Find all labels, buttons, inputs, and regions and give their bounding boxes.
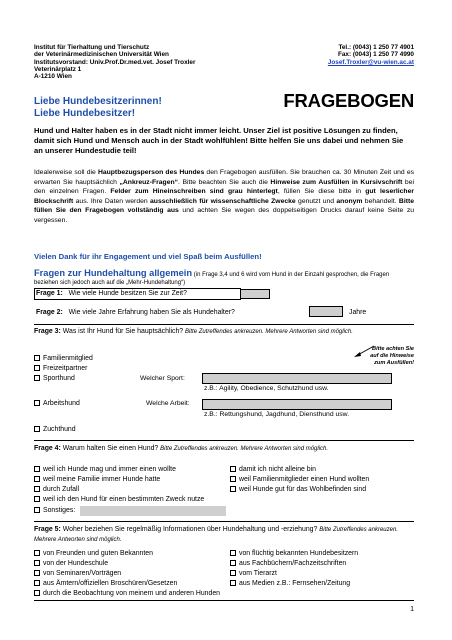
question-5: Frage 5: Woher beziehen Sie regelmäßig Informationen über Hundehaltung und -erziehung? Bitte Zutreffendes ankreuzen. Mehrere Antworten sind möglich.: [34, 526, 398, 543]
option-beobachtung[interactable]: durch die Beobachtung von meinem und anderen Hunden: [34, 589, 220, 598]
institute-address: [34, 44, 195, 80]
checkbox[interactable]: [230, 550, 236, 556]
greeting-line: Liebe Hundebesitzerinnen!: [34, 96, 162, 107]
option-sporthund[interactable]: Sporthund: [34, 374, 75, 383]
fax-line: Fax: (0043) 1 250 77 4990: [337, 51, 414, 59]
option-mag-hunde[interactable]: weil ich Hunde mag und immer einen wollte: [34, 465, 176, 474]
checkbox[interactable]: [34, 550, 40, 556]
divider: [34, 440, 414, 441]
contact-block: [328, 44, 414, 66]
sport-label: Welcher Sport:: [140, 375, 185, 382]
thanks-line: Vielen Dank für ihr Engagement und viel Spaß beim Ausfüllen!: [34, 252, 262, 261]
email-link[interactable]: Josef.Troxler@vu-wien.ac.at: [327, 58, 414, 66]
checkbox[interactable]: [34, 355, 40, 361]
sonstiges-input[interactable]: [80, 506, 226, 516]
option-nicht-alleine[interactable]: damit ich nicht alleine bin: [230, 465, 316, 474]
checkbox[interactable]: [34, 590, 40, 596]
checkbox[interactable]: [34, 496, 40, 502]
question-3: Frage 3: Was ist Ihr Hund für Sie hauptsächlich? Bitte Zutreffendes ankreuzen. Mehrere Antworten sind möglich.: [34, 328, 353, 335]
option-medien[interactable]: aus Medien z.B.: Fernsehen/Zeitung: [230, 579, 350, 588]
option-familienmitglied[interactable]: Familienmitglied: [34, 354, 93, 363]
checkbox[interactable]: [34, 570, 40, 576]
years-unit: Jahre: [349, 309, 367, 316]
section-heading: [34, 270, 414, 287]
checkbox[interactable]: [34, 375, 40, 381]
option-freunde[interactable]: von Freunden und guten Bekannten: [34, 549, 153, 558]
checkbox[interactable]: [230, 580, 236, 586]
address-line: A-1210 Wien: [34, 73, 72, 81]
checkbox[interactable]: [34, 476, 40, 482]
divider: [34, 521, 414, 522]
checkbox[interactable]: [34, 507, 40, 513]
divider: [34, 600, 414, 601]
option-familienmitglieder[interactable]: weil Familienmitglieder einen Hund wollten: [230, 475, 369, 484]
checkbox[interactable]: [230, 466, 236, 472]
option-fachbuecher[interactable]: aus Fachbüchern/Fachzeitschriften: [230, 559, 346, 568]
sport-example: z.B.: Agility, Obedience, Schutzhund usw.: [204, 385, 329, 392]
option-wohlbefinden[interactable]: weil Hunde gut für das Wohlbefinden sind: [230, 485, 366, 494]
page-number: 1: [410, 606, 414, 613]
address-line: Veterinärplatz 1: [34, 65, 82, 73]
checkbox[interactable]: [34, 580, 40, 586]
arrow-icon: [352, 344, 376, 358]
sport-input[interactable]: [202, 373, 392, 384]
intro-text: Hund und Halter haben es in der Stadt nicht immer leicht. Unser Ziel ist positive Lösungen zu finden, damit sich Hund und Mensch auch in der Stadt wohlfühlen! Bitte helfen Sie uns dabei und nehmen Sie an unserer Hundestudie teil!: [34, 126, 404, 156]
checkbox[interactable]: [230, 570, 236, 576]
checkbox[interactable]: [34, 400, 40, 406]
experience-years-input[interactable]: [309, 306, 343, 317]
divider: [34, 324, 414, 325]
fill-hint: Bitte achten Sie auf die Hinweise zum Ausfüllen!: [370, 346, 414, 366]
section-title: Fragen zur Hundehaltung allgemein: [34, 268, 193, 278]
option-arbeitshund[interactable]: Arbeitshund: [34, 399, 80, 408]
greeting: [34, 96, 162, 121]
question-2: Frage 2: Wie viele Jahre Erfahrung haben Sie als Hundehalter?: [36, 309, 235, 316]
question-4: Frage 4: Warum halten Sie einen Hund? Bitte Zutreffendes ankreuzen. Mehrere Antworten sind möglich.: [34, 445, 329, 452]
checkbox[interactable]: [230, 476, 236, 482]
page-title: FRAGEBOGEN: [283, 90, 414, 111]
greeting-line: Liebe Hundebesitzer!: [34, 108, 136, 120]
section-note: (in Frage 3,4 und 6 wird vom Hund in der Einzahl gesprochen, die Fragen beziehen sich jedoch auch auf die „Mehr-Hundehaltung“): [34, 272, 390, 286]
instructions-paragraph: Idealerweise soll die Hauptbezugsperson des Hundes den Fragebogen ausfüllen. Sie brauchen ca. 30 Minuten Zeit und es erwarten Sie hauptsächlich „Ankreuz-Fragen“. Bitte beachten Sie auch die Hinweise zum Ausfüllen in Kursivschrift bei den einzelnen Fragen. Felder zum Hineinschreiben sind grau hinterlegt, füllen Sie diese bitte in gut leserlicher Blockschrift aus. Ihre Daten werden ausschließlich für wissenschaftliche Zwecke genutzt und anonym behandelt. Bitte füllen Sie den Fragebogen vollständig aus und achten Sie wegen des doppelseitigen Drucks darauf keine Seite zu vergessen.: [34, 169, 415, 224]
option-zuchthund[interactable]: Zuchthund: [34, 425, 76, 434]
checkbox[interactable]: [34, 560, 40, 566]
work-label: Welche Arbeit:: [146, 400, 190, 407]
option-zufall[interactable]: durch Zufall: [34, 485, 79, 494]
address-line: Institutsvorstand: Univ.Prof.Dr.med.vet. Josef Troxler: [34, 58, 196, 66]
work-example: z.B.: Rettungshund, Jagdhund, Diensthund usw.: [204, 411, 350, 418]
checkbox[interactable]: [34, 466, 40, 472]
checkbox[interactable]: [34, 426, 40, 432]
option-aemter[interactable]: aus Ämtern/offiziellen Broschüren/Gesetzen: [34, 579, 177, 588]
question-1: Frage 1: Wie viele Hunde besitzen Sie zur Zeit?: [36, 290, 187, 297]
checkbox[interactable]: [230, 560, 236, 566]
work-input[interactable]: [202, 399, 392, 410]
address-line: Institut für Tierhaltung und Tierschutz: [34, 44, 150, 51]
option-tierarzt[interactable]: vom Tierarzt: [230, 569, 277, 578]
checkbox[interactable]: [230, 486, 236, 492]
address-line: der Veterinärmedizinischen Universität Wien: [34, 51, 169, 59]
checkbox[interactable]: [34, 365, 40, 371]
option-sonstiges[interactable]: Sonstiges:: [34, 506, 75, 515]
checkbox[interactable]: [34, 486, 40, 492]
option-zweck[interactable]: weil ich den Hund für einen bestimmten Zweck nutze: [34, 495, 204, 504]
option-seminare[interactable]: von Seminaren/Vorträgen: [34, 569, 121, 578]
option-fluechtig-bekannte[interactable]: von flüchtig bekannten Hundebesitzern: [230, 549, 358, 558]
dog-count-input[interactable]: [240, 289, 270, 299]
tel-line: Tel.: (0043) 1 250 77 4901: [338, 44, 414, 51]
option-familie-hunde[interactable]: weil meine Familie immer Hunde hatte: [34, 475, 160, 484]
option-hundeschule[interactable]: von der Hundeschule: [34, 559, 108, 568]
option-freizeitpartner[interactable]: Freizeitpartner: [34, 364, 87, 373]
